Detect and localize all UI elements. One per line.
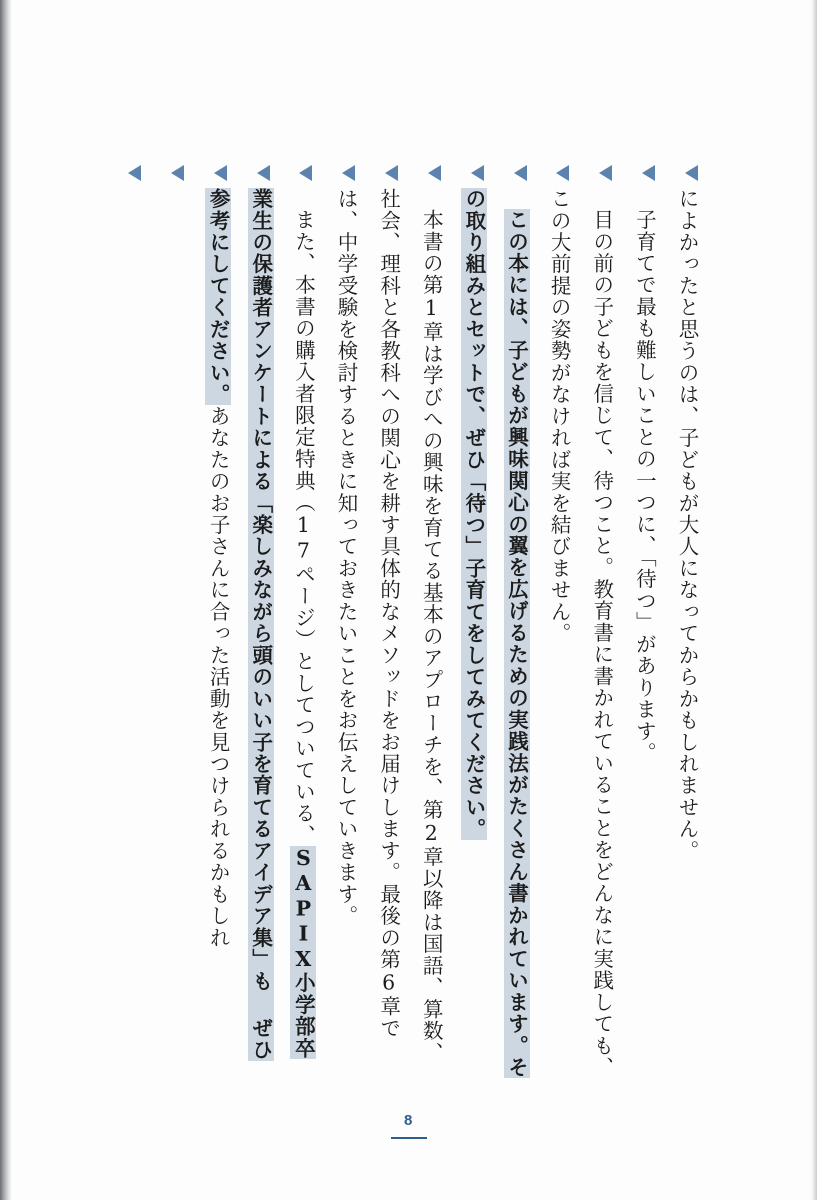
triangle-left-icon [214,165,227,181]
text-run: あなたのお子さんに合った活動を見つけられるかもしれ [206,405,231,949]
triangle-left-icon [428,165,441,181]
triangle-left-icon [385,165,398,181]
paragraph [197,188,325,1078]
triangle-left-icon [685,165,698,181]
text-run: また、本書の購入者限定特典（17ページ）としてついている、 [291,208,316,846]
triangle-left-icon [599,165,612,181]
page-gutter-shadow-right [811,0,817,1200]
paragraph [665,188,708,1078]
triangle-left-icon [642,165,655,181]
triangle-left-icon [171,165,184,181]
ornament-triangle-row [128,162,698,184]
text-run: によかったと思うのは、子どもが大人になってからかもしれません。 [675,188,699,862]
highlighted-text: SAPIX小学部卒業生の保護者アンケートによる「楽しみながら頭のいい子を育てるアイデア集」も ぜひ参考にしてください。 [206,188,316,1061]
triangle-left-icon [342,165,355,181]
page-body-text [118,188,708,1078]
paragraph [324,188,452,1078]
text-run: 目の前の子どもを信じて、待つこと。教育書に書かれていることをどんなに実践しても、この大前提の姿勢がなければ実を結びません。 [547,188,614,1078]
highlighted-text: この本には、子どもが興味関心の翼を広げるための実践法がたくさん書かれています。その取り組みとセットで、ぜひ「待つ」子育てをしてみてください。 [461,188,529,1078]
page-gutter-shadow-left [0,0,12,1200]
paragraph [623,188,666,1078]
triangle-left-icon [514,165,527,181]
paragraph [452,188,537,1078]
triangle-left-icon [556,165,569,181]
triangle-left-icon [128,165,141,181]
triangle-left-icon [257,165,270,181]
page-number: 8 [404,1112,413,1129]
text-run: 本書の第1章は学びへの興味を育てる基本のアプローチを、第2章以降は国語、算数、社会、理科と各教科への関心を耕す具体的なメソッドをお届けします。最後の第6章では、中学受験を検討するときに知っておきたいことをお伝えしていきます。 [334,188,444,1063]
triangle-left-icon [299,165,312,181]
page-number-rule [391,1137,427,1139]
paragraph [538,188,623,1078]
text-run: 子育てで最も難しいことの一つに、「待つ」があります。 [632,208,657,764]
triangle-left-icon [471,165,484,181]
